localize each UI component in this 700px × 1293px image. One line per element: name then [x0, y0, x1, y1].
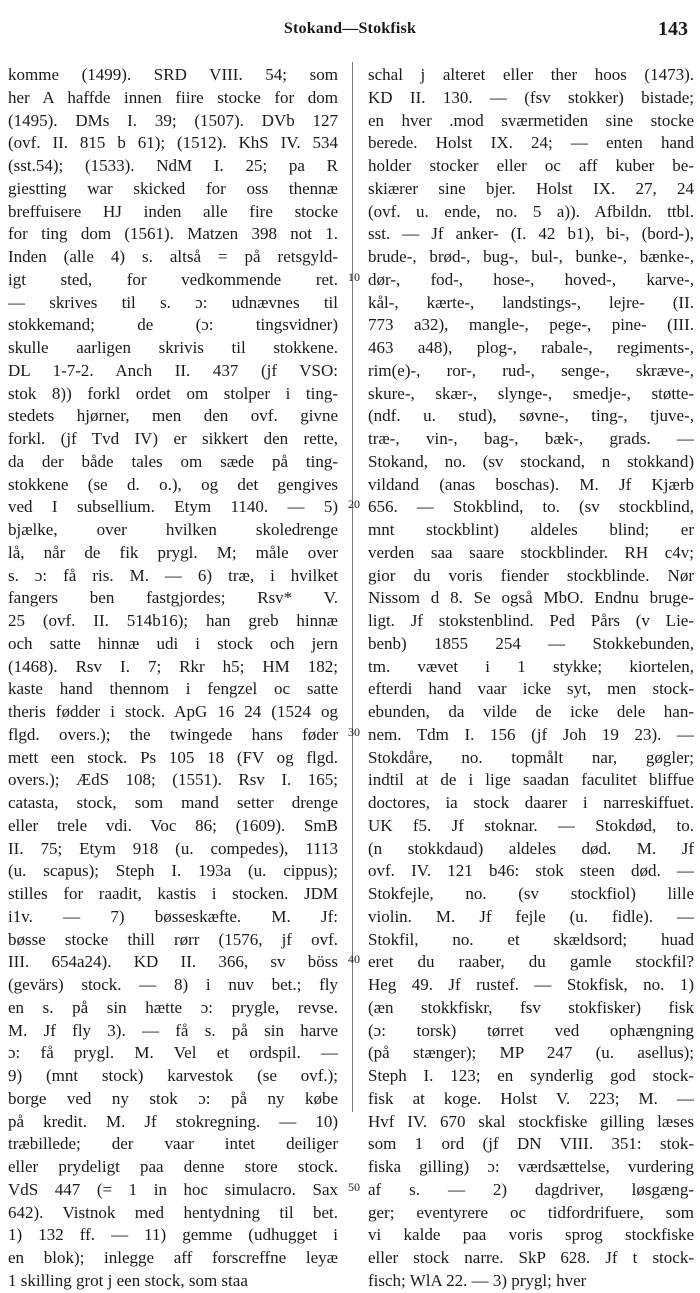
text-line: skiærer sine bjer. Holst IX. 27, 24 [368, 178, 694, 198]
text-line: theris fødder i stock. ApG 16 24 (1524 og [8, 702, 338, 721]
text-line: igt sted, for vedkommende ret. [8, 269, 338, 289]
text-line: eller stock narre. SkP 628. Jf t stock- [368, 1248, 694, 1267]
running-head: Stokand—Stokfisk [283, 20, 417, 37]
text-line: stedets hjørner, men den ovf. givne [8, 406, 338, 426]
text-line: 1 skilling grot j een stock, som staa [8, 1270, 248, 1290]
text-line: overs.); ÆdS 108; (1551). Rsv I. 165; [8, 770, 338, 790]
text-line: indtil at de i lige saadan faculitet bliffue [368, 770, 694, 790]
text-line: fisch; WlA 22. — 3) prygl; hver [368, 1270, 587, 1290]
text-line: en blok); inlegge aff forscreffne leyæ [8, 1248, 338, 1267]
text-line: gior du voris fiender stockblinde. Nør [368, 565, 694, 585]
text-line: ovf. IV. 121 b46: stok steen død. — [368, 861, 694, 881]
text-line: II. 75; Etym 918 (u. compedes), 1113 [8, 838, 338, 858]
text-line: 642). Vistnok med hentydning til bet. [8, 1202, 338, 1222]
text-line: 1) 132 ff. — 11) gemme (udhugget i [8, 1225, 338, 1245]
page-number: 143 [658, 18, 688, 40]
text-line: kål-, kærte-, landstings-, lejre- (II. [368, 292, 694, 312]
text-line: (gevärs) stock. — 8) i nuv bet.; fly [8, 975, 338, 994]
line-number-marker: 50 [348, 1179, 360, 1194]
page-header [0, 12, 700, 38]
text-line: Stokand, no. (sv stockand, n stokkand) [368, 451, 694, 471]
text-line: (ovf. u. ende, no. 5 a)). Afbildn. ttbl. [368, 201, 694, 221]
text-line: tm. vævet i 1 stykke; kiortelen, [368, 656, 694, 676]
text-line: nem. Tdm I. 156 (jf Joh 19 23). — [368, 724, 694, 744]
text-line: catasta, stock, som mand setter drenge [8, 793, 338, 812]
right-column [368, 64, 694, 1293]
text-line: træbillede; der vaar intet deiliger [8, 1134, 338, 1154]
text-line: Nissom d 8. Se også MbO. Endnu bruge- [368, 588, 694, 608]
text-line: 25 (ovf. II. 514b16); han greb hinnæ [8, 611, 338, 630]
text-line: efterdi hand vaar icke syt, men stock- [368, 679, 694, 699]
text-line: flgd. overs.); the twingede hans føder [8, 724, 338, 744]
text-line: ebunden, da vilde de icke dele han- [368, 702, 694, 721]
text-line: (ovf. II. 815 b 61); (1512). KhS IV. 534 [8, 133, 338, 153]
text-line: brude-, brød-, bug-, bul-, bunke-, bænke-, [368, 247, 694, 266]
text-line: rim(e)-, ror-, rud-, senge-, skræve-, [368, 360, 694, 380]
text-line: 9) (mnt stock) karvestok (se ovf.); [8, 1066, 338, 1085]
text-line: Stokfil, no. et skældsord; huad [368, 929, 694, 949]
text-line: en hver .mod sværmetiden sine stocke [368, 110, 694, 130]
text-line: lå, når de fik prygl. M; måle over [8, 542, 338, 562]
text-line: VdS 447 (= 1 in hoc simulacro. Sax [8, 1179, 338, 1199]
text-line: UK f5. Jf stoknar. — Stokdød, to. [368, 815, 694, 835]
text-line: mnt stockblint) aldeles blind; er [368, 520, 694, 539]
text-line: doctores, ia stock daarer i narreskiffuet. [368, 793, 694, 812]
text-line: giestting war skicked for oss thennæ [8, 178, 338, 198]
text-line: 773 a32), mangle-, pege-, pine- (III. [368, 315, 694, 335]
text-line: — skrives til s. ɔ: udnævnes til [8, 292, 338, 312]
text-line: her A haffde innen fiire stocke for dom [8, 87, 338, 107]
text-line: ligt. Jf stokstenblind. Ped Pårs (v Lie- [368, 611, 694, 630]
text-line: eller prydeligt paa denne store stock. [8, 1157, 338, 1176]
text-line: (på stænger); MP 247 (u. asellus); [368, 1043, 694, 1063]
text-line: borge ved ny stok ɔ: på ny købe [8, 1088, 338, 1108]
text-line: mett een stock. Ps 105 18 (FV og flgd. [8, 747, 338, 767]
text-line: vildand (anas boschas). M. Jf Kjærb [368, 474, 694, 494]
line-number-marker: 20 [348, 497, 360, 512]
text-line: breffuisere HJ inden alle fire stocke [8, 201, 338, 221]
text-line: stokkene (se d. o.), og det gengives [8, 474, 338, 494]
text-line: bjælke, over hvilken skoledrenge [8, 520, 338, 539]
text-line: stok 8)) forkl ordet om stolper i ting- [8, 383, 338, 403]
text-line: KD II. 130. — (fsv stokker) bistade; [368, 87, 694, 107]
text-line: kaste hand thennom i fengzel oc satte [8, 679, 338, 699]
text-line: eller trele vdi. Voc 86; (1609). SmB [8, 815, 338, 835]
text-line: komme (1499). SRD VIII. 54; som [8, 65, 338, 84]
text-line: skure-, skær-, slynge-, smedje-, støtte- [368, 383, 694, 403]
text-line: holder stocker eller oc aff kuber be- [368, 156, 694, 175]
text-line: fiska gilling) ɔ: værdsættelse, vurdering [368, 1157, 694, 1176]
text-line: træ-, vin-, bag-, bæk-, grads. — [368, 429, 694, 448]
text-line: Inden (alle 4) s. altså = på retsgyld- [8, 247, 338, 266]
text-line: fisk at koge. Holst V. 223; M. — [368, 1088, 694, 1108]
line-number-marker: 10 [348, 269, 360, 284]
text-line: schal j alteret eller ther hoos (1473). [368, 65, 694, 84]
text-line: 463 a48), plog-, rabale-, regiments-, [368, 338, 694, 357]
text-line: stokkemand; de (ɔ: tingsvidner) [8, 315, 338, 335]
text-line: Hvf IV. 670 skal stockfiske gilling læses [368, 1111, 694, 1131]
text-line: III. 654a24). KD II. 366, sv böss [8, 952, 338, 972]
text-line: ved I subsellium. Etym 1140. — 5) [8, 497, 338, 517]
text-line: på kredit. M. Jf stokregning. — 10) [8, 1111, 338, 1131]
text-line: Steph I. 123; en synderlig god stock- [368, 1066, 694, 1085]
text-line: Stokfejle, no. (sv stockfiol) lille [368, 884, 694, 903]
text-line: benb) 1855 254 — Stokkebunden, [368, 633, 694, 653]
text-line: fangers ben fastgjordes; Rsv* V. [8, 588, 338, 608]
text-line: Heg 49. Jf rustef. — Stokfisk, no. 1) [368, 975, 694, 994]
text-line: eret du raaber, du gamle stockfil? [368, 952, 694, 972]
text-line: (ɔ: torsk) tørret ved ophængning [368, 1020, 694, 1040]
text-line: (n stokkdaud) aldeles død. M. Jf [368, 838, 694, 858]
text-line: en s. på sin hætte ɔ: prygle, revse. [8, 997, 338, 1017]
text-line: sst. — Jf anker- (I. 42 b1), bi-, (bord-), [368, 224, 694, 244]
text-line: af s. — 2) dagdriver, løsgæng- [368, 1179, 694, 1199]
text-line: DL 1-7-2. Anch II. 437 (jf VSO: [8, 360, 338, 380]
text-line: verden saa saare stockblinder. RH c4v; [368, 542, 694, 562]
line-number-marker: 40 [348, 952, 360, 967]
text-line: ger; eventyrere oc tidfordrifuere, som [368, 1202, 694, 1222]
text-line: dør-, fod-, hose-, hoved-, karve-, [368, 269, 694, 289]
text-line: forkl. (jf Tvd IV) er sikkert den rette, [8, 429, 338, 448]
text-line: skulle aarligen skrivis til stokkene. [8, 338, 338, 357]
text-line: (æn stokkfiskr, fsv stokfisker) fisk [368, 997, 694, 1017]
text-line: violin. M. Jf fejle (u. fidle). — [368, 906, 694, 926]
text-line: (sst.54); (1533). NdM I. 25; pa R [8, 156, 338, 175]
text-line: berede. Holst IX. 24; — enten hand [368, 133, 694, 153]
text-line: stilles for raadit, kastis i stocken. JDM [8, 884, 338, 903]
text-line: bøsse stocke thill rørr (1576, jf ovf. [8, 929, 338, 949]
text-line: vi kalde paa voris sprog stockfiske [368, 1225, 694, 1245]
text-line: i1v. — 7) bøsseskæfte. M. Jf: [8, 906, 338, 926]
text-line: (1468). Rsv I. 7; Rkr h5; HM 182; [8, 656, 338, 676]
left-column [8, 64, 338, 1293]
text-line: for ting dom (1561). Matzen 398 not 1. [8, 224, 338, 244]
text-line: (u. scapus); Steph I. 193a (u. cippus); [8, 861, 338, 881]
text-line: s. ɔ: få ris. M. — 6) træ, i hvilket [8, 565, 338, 585]
text-line: Stokdåre, no. topmålt nar, gøgler; [368, 747, 694, 767]
text-line: ɔ: få prygl. M. Vel et ordspil. — [8, 1043, 338, 1063]
text-line: (1495). DMs I. 39; (1507). DVb 127 [8, 110, 338, 130]
text-line: 656. — Stokblind, to. (sv stockblind, [368, 497, 694, 517]
text-line: som 1 ord (jf DN VIII. 351: stok- [368, 1134, 694, 1154]
text-line: da der både tales om sæde på ting- [8, 451, 338, 471]
text-line: M. Jf fly 3). — få s. på sin harve [8, 1020, 338, 1040]
text-line: och satte hinnæ udi i stock och jern [8, 633, 338, 653]
text-line: (ndf. u. stud), søvne-, ting-, tjuve-, [368, 406, 694, 426]
line-number-marker: 30 [348, 724, 360, 739]
